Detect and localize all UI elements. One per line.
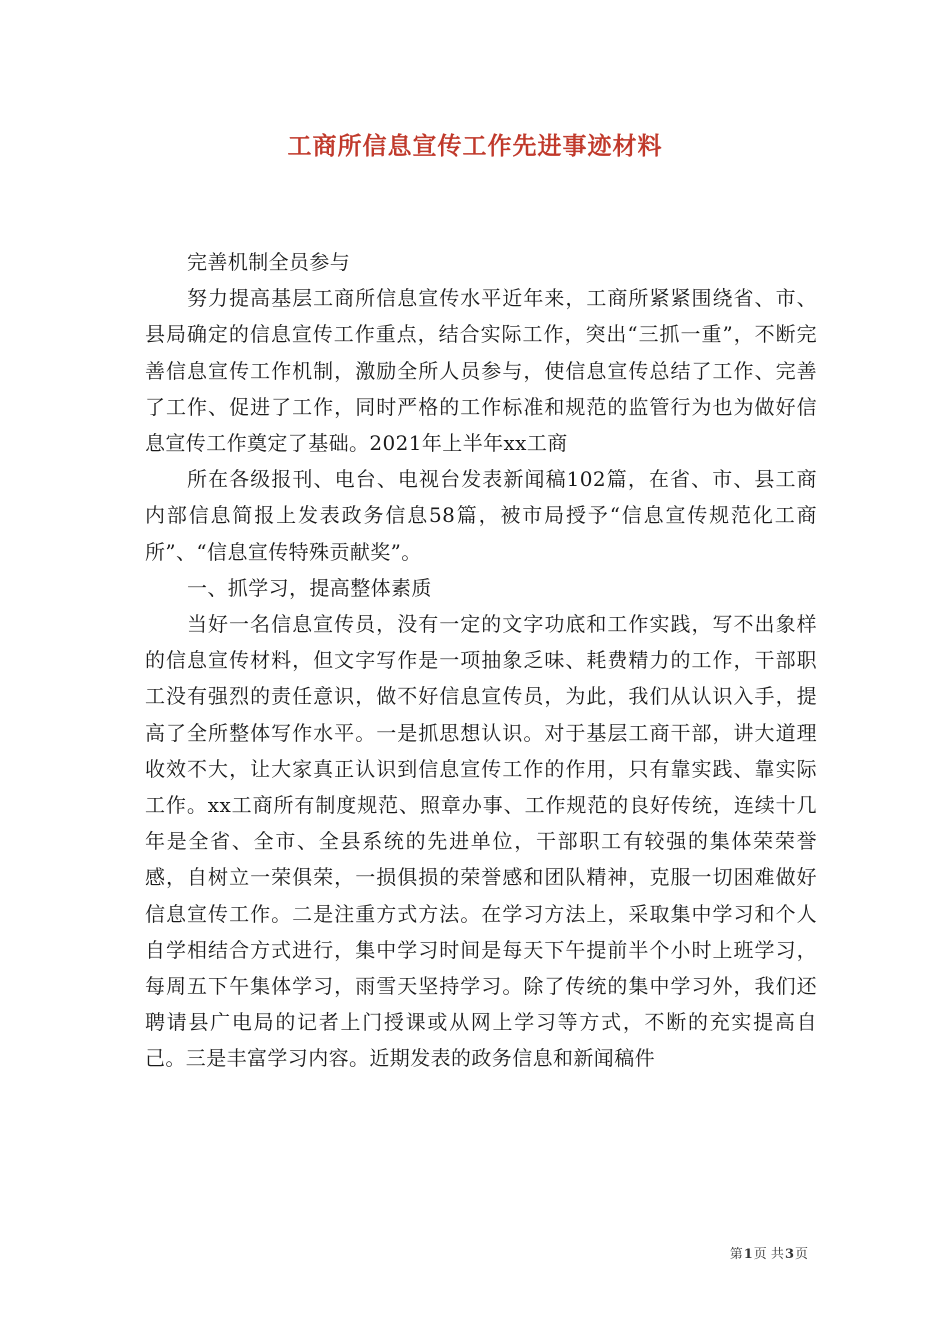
document-title: 工商所信息宣传工作先进事迹材料 [287, 131, 663, 160]
total-pages-number: 3 [784, 1247, 794, 1262]
body-paragraph: 当好一名信息宣传员，没有一定的文字功底和工作实践，写不出象样的信息宣传材料，但文字写作是一项抽象乏味、耗费精力的工作，干部职工没有强烈的责任意识，做不好信息宣传员，为此，我们从认识入手，提高了全所整体写作水平。一是抓思想认识。对于基层工商干部，讲大道理收效不大，让大家真正认识到信息宣传工作的作用，只有靠实践、靠实际工作。xx工商所有制度规范、照章办事、工作规范的良好传统，连续十几年是全省、全市、全县系统的先进单位，干部职工有较强的集体荣荣誉感，自树立一荣俱荣，一损俱损的荣誉感和团队精神，克服一切困难做好信息宣传工作。二是注重方式方法。在学习方法上，采取集中学习和个人自学相结合方式进行，集中学习时间是每天下午提前半个小时上班学习，每周五下午集体学习，雨雪天坚持学习。除了传统的集中学习外，我们还聘请县广电局的记者上门授课或从网上学习等方式，不断的充实提高自己。三是丰富学习内容。近期发表的政务信息和新闻稿件 [145, 612, 817, 1071]
body-paragraph: 所在各级报刊、电台、电视台发表新闻稿102篇，在省、市、县工商内部信息简报上发表政务信息58篇，被市局授予“信息宣传规范化工商所”、“信息宣传特殊贡献奖”。 [145, 467, 817, 564]
document-body [145, 244, 817, 1077]
page-number-footer [640, 1245, 808, 1265]
footer-middle: 页 共 [753, 1247, 784, 1262]
body-paragraph: 努力提高基层工商所信息宣传水平近年来，工商所紧紧围绕省、市、县局确定的信息宣传工作重点，结合实际工作，突出“三抓一重”，不断完善信息宣传工作机制，激励全所人员参与，使信息宣传总结了工作、完善了工作、促进了工作，同时严格的工作标准和规范的监管行为也为做好信息宣传工作奠定了基础。2021年上半年xx工商 [145, 286, 817, 456]
footer-suffix: 页 [794, 1247, 808, 1262]
section-heading: 完善机制全员参与 [187, 250, 351, 274]
current-page-number: 1 [743, 1247, 753, 1262]
section-heading: 一、抓学习，提高整体素质 [187, 575, 432, 600]
footer-prefix: 第 [729, 1247, 743, 1262]
